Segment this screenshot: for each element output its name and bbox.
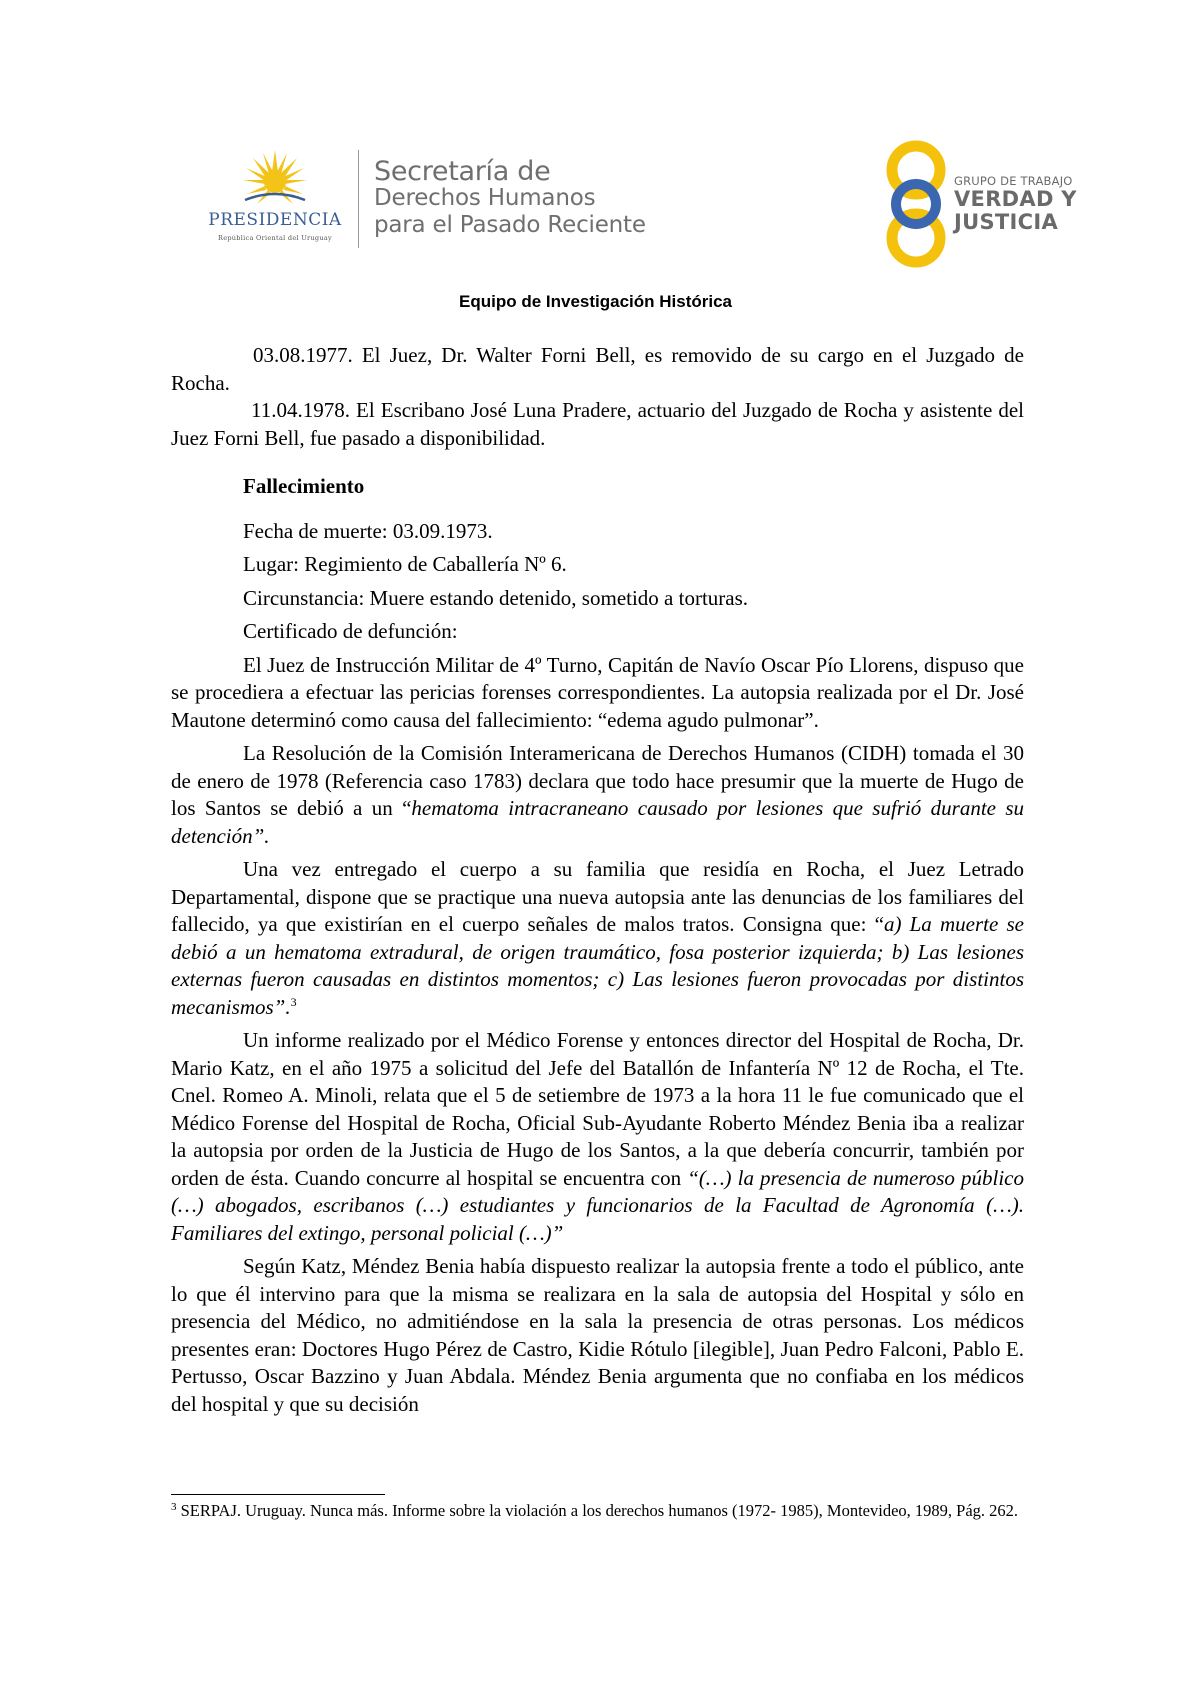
paragraph-cidh [171,740,1024,850]
team-title: Equipo de Investigación Histórica [459,292,732,311]
lugar: Lugar: Regimiento de Caballería Nº 6. [243,552,567,576]
secretaria-line-2: Derechos Humanos [374,185,596,211]
sun-emblem-icon [243,150,307,206]
cidh-text: La Resolución de la Comisión Interamericana de Derechos Humanos (CIDH) tomada el 30 de enero de 1978 (Referencia caso 1783) declara que todo hace presumir que la muerte de Hugo de los Santos se debió a un “ [171,741,1024,820]
nueva-autopsia-text: Una vez entregado el cuerpo a su familia que residía en Rocha, el Juez Letrado Departamental, dispone que se practique una nueva autopsia ante las denuncias de los familiares del fallecido, ya que existirían en el cuerpo señales de malos tratos. Consigna que: “ [171,857,1024,936]
nueva-autopsia-quote: a) La muerte se debió a un hematoma extradural, de origen traumático, fosa posterior izquierda; b) Las lesiones externas fueron causadas en distintos momentos; c) Las lesiones fueron provocadas por distintos mecanismos”. [171,912,1024,1019]
paragraph-disponibilidad: 11.04.1978. El Escribano José Luna Pradere, actuario del Juzgado de Rocha y asistente del Juez Forni Bell, fue pasado a disponibilidad. [171,398,1024,450]
paragraph-segun-katz: Según Katz, Méndez Benia había dispuesto realizar la autopsia frente a todo el público, ante lo que él intervino para que la misma se realizara en la sala de autopsia del Hospital y sólo en presencia del Médico, no admitiéndose en la sala la presencia de otras personas. Los médicos presentes eran: Doctores Hugo Pérez de Castro, Kidie Rótulo [ilegible], Juan Pedro Falconi, Pablo E. Pertusso, Oscar Bazzino y Juan Abdala. Méndez Benia argumenta que no confiaba en los médicos del hospital y que su decisión [171,1254,1024,1416]
footnote [171,1500,1024,1522]
vj-small-label: GRUPO DE TRABAJO [954,174,1073,188]
footnote-text: SERPAJ. Uruguay. Nunca más. Informe sobre la violación a los derechos humanos (1972- 1985), Montevideo, 1989, Pág. 262. [176,1501,1019,1520]
presidencia-subtitle: República Oriental del Uruguay [218,234,332,242]
paragraph-autopsia: El Juez de Instrucción Militar de 4º Turno, Capitán de Navío Oscar Pío Llorens, dispuso que se procediera a efectuar las pericias forenses correspondientes. La autopsia realizada por el Dr. José Mautone determinó como causa del fallecimiento: “edema agudo pulmonar”. [171,652,1024,732]
section-heading: Fallecimiento [243,474,365,498]
vj-line-2: JUSTICIA [954,210,1059,234]
verdad-justicia-logo [880,140,1080,270]
footnote-ref: 3 [290,994,297,1009]
paragraph-removal: 03.08.1977. El Juez, Dr. Walter Forni Bell, es removido de su cargo en el Juzgado de Rocha. [171,343,1024,395]
paragraph-nueva-autopsia [171,856,1024,1021]
verdad-justicia-text [954,174,1077,234]
secretaria-line-3: para el Pasado Reciente [374,212,646,238]
footnote-rule [171,1494,385,1495]
header-divider [358,150,359,248]
presidencia-name: PRESIDENCIA [208,210,342,230]
rings-icon [880,140,952,270]
circunstancia: Circunstancia: Muere estando detenido, sometido a torturas. [243,585,749,610]
secretaria-line-1: Secretaría de [374,156,551,187]
secretaria-title [374,158,646,239]
certificado-defuncion: Certificado de defunción: [243,619,458,643]
document-body [171,342,1024,1418]
informe-text: Un informe realizado por el Médico Forense y entonces director del Hospital de Rocha, Dr. Mario Katz, en el año 1975 a solicitud del Jefe del Batallón de Infantería Nº 12 de Rocha, el Tte. Cnel. Romeo A. Minoli, relata que el 5 de setiembre de 1973 a la hora 11 le fue comunicado que el Médico Forense del Hospital de Rocha, Oficial Sub-Ayudante Roberto Méndez Benia iba a realizar la autopsia por orden de la Justicia de Hugo de los Santos, a la que debería concurrir, también por orden de ésta. Cuando concurre al hospital se encuentra con [171,1028,1024,1190]
informe-quote: “(…) la presencia de numeroso público (…) abogados, escribanos (…) estudiantes y funcionarios de la Facultad de Agronomía (…). Familiares del extingo, personal policial (…)” [171,1165,1025,1245]
footnote-number: 3 [171,1501,177,1513]
fecha-muerte: Fecha de muerte: 03.09.1973. [243,518,493,543]
paragraph-informe-katz [171,1027,1024,1247]
cidh-quote: hematoma intracraneano causado por lesiones que sufrió durante su detención”. [171,796,1024,848]
presidencia-logo [200,150,350,250]
vj-line-1: VERDAD Y [954,187,1077,211]
